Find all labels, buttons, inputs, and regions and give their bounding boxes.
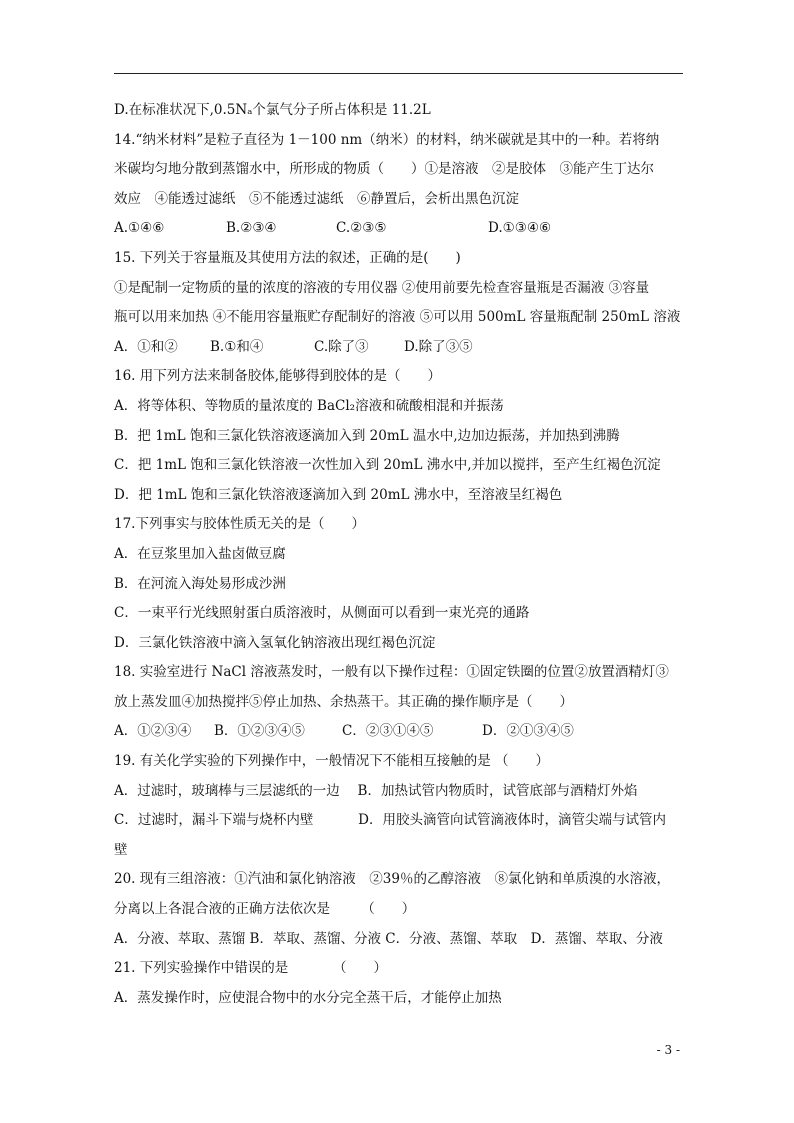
- q14-stem: 14.“纳米材料”是粒子直径为 1－100 nm（纳米）的材料，纳米碳就是其中的一种。若将纳: [114, 131, 660, 148]
- option-a: A．①②③④: [114, 723, 192, 740]
- option-b: B．①②③④⑤: [214, 723, 305, 740]
- option-b: B.②③④: [226, 220, 277, 237]
- header-rule: [114, 73, 683, 74]
- option-b: B.①和④: [210, 338, 264, 355]
- text-line: 米碳均匀地分散到蒸馏水中，所形成的物质（ ）①是溶液 ②是胶体 ③能产生丁达尔: [114, 161, 654, 178]
- text-line: A．蒸发操作时，应使混合物中的水分完全蒸干后，才能停止加热: [114, 989, 502, 1006]
- q18-options: [114, 717, 689, 747]
- q18-stem: 18. 实验室进行 NaCl 溶液蒸发时，一般有以下操作过程：①固定铁圈的位置②放置酒精灯③: [114, 664, 669, 681]
- option-d: D．②①③④⑤: [482, 723, 574, 740]
- option-a: A.①④⑥: [114, 220, 165, 237]
- q15-stem: 15. 下列关于容量瓶及其使用方法的叙述，正确的是( ): [114, 249, 461, 266]
- page-content: [114, 96, 689, 1013]
- option-d: D.除了③⑤: [404, 338, 473, 355]
- option-c: C.除了③: [314, 338, 369, 355]
- option-c: C.②③⑤: [336, 220, 387, 237]
- option-a: A．①和②: [114, 338, 178, 355]
- text-line: B．在河流入海处易形成沙洲: [114, 575, 286, 592]
- q15-options: [114, 333, 689, 363]
- text-line: D.在标准状况下,0.5Nₐ个氯气分子所占体积是 11.2L: [114, 102, 431, 118]
- q21-stem: 21. 下列实验操作中错误的是 （ ）: [114, 960, 388, 977]
- text-line: 瓶可以用来加热 ④不能用容量瓶贮存配制好的溶液 ⑤可以用 500mL 容量瓶配制 250mL 溶液: [114, 309, 681, 326]
- option-c: C．②③①④⑤: [342, 723, 434, 740]
- text-line: A．在豆浆里加入盐卤做豆腐: [114, 545, 286, 562]
- text-line: ①是配制一定物质的量的浓度的溶液的专用仪器 ②使用前要先检查容量瓶是否漏液 ③容量: [114, 279, 650, 296]
- text-line: C．一束平行光线照射蛋白质溶液时，从侧面可以看到一束光亮的通路: [114, 605, 530, 622]
- text-line: C．把 1mL 饱和三氯化铁溶液一次性加入到 20mL 沸水中,并加以搅拌，至产生红褐色沉淀: [114, 457, 661, 474]
- text-line: C．过滤时，漏斗下端与烧杯内壁 D．用胶头滴管向试管滴液体时，滴管尖端与试管内: [114, 812, 666, 829]
- text-line: 分离以上各混合液的正确方法依次是 （ ）: [114, 901, 416, 918]
- text-line: 效应 ④能透过滤纸 ⑤不能透过滤纸 ⑥静置后，会析出黑色沉淀: [114, 190, 519, 207]
- text-line: D．三氯化铁溶液中滴入氢氧化钠溶液出现红褐色沉淀: [114, 634, 436, 651]
- option-d: D.①③④⑥: [488, 220, 552, 237]
- q16-stem: 16. 用下列方法来制备胶体,能够得到胶体的是（ ）: [114, 368, 442, 385]
- page-number: - 3 -: [656, 1043, 680, 1057]
- q17-stem: 17.下列事实与胶体性质无关的是（ ）: [114, 516, 365, 533]
- q19-stem: 19. 有关化学实验的下列操作中，一般情况下不能相互接触的是 （ ）: [114, 753, 550, 770]
- text-line: A．将等体积、等物质的量浓度的 BaCl₂溶液和硫酸相混和并振荡: [114, 397, 504, 414]
- q20-stem: 20. 现有三组溶液：①汽油和氯化钠溶液 ②39％的乙醇溶液 ⑧氯化钠和单质溴的水溶液，: [114, 871, 670, 888]
- text-line: 放上蒸发皿④加热搅拌⑤停止加热、余热蒸干。其正确的操作顺序是（ ）: [114, 693, 573, 710]
- text-line: B．把 1mL 饱和三氯化铁溶液逐滴加入到 20mL 温水中,边加边振荡，并加热到沸腾: [114, 427, 620, 444]
- text-line: 壁: [114, 841, 128, 858]
- text-line: D．把 1mL 饱和三氯化铁溶液逐滴加入到 20mL 沸水中，至溶液呈红褐色: [114, 486, 563, 503]
- q20-options: A．分液、萃取、蒸馏 B．萃取、蒸馏、分液 C．分液、蒸馏、萃取 D．蒸馏、萃取、分液: [114, 930, 663, 947]
- text-line: A．过滤时，玻璃棒与三层滤纸的一边 B．加热试管内物质时，试管底部与酒精灯外焰: [114, 782, 638, 799]
- q14-options: [114, 214, 689, 244]
